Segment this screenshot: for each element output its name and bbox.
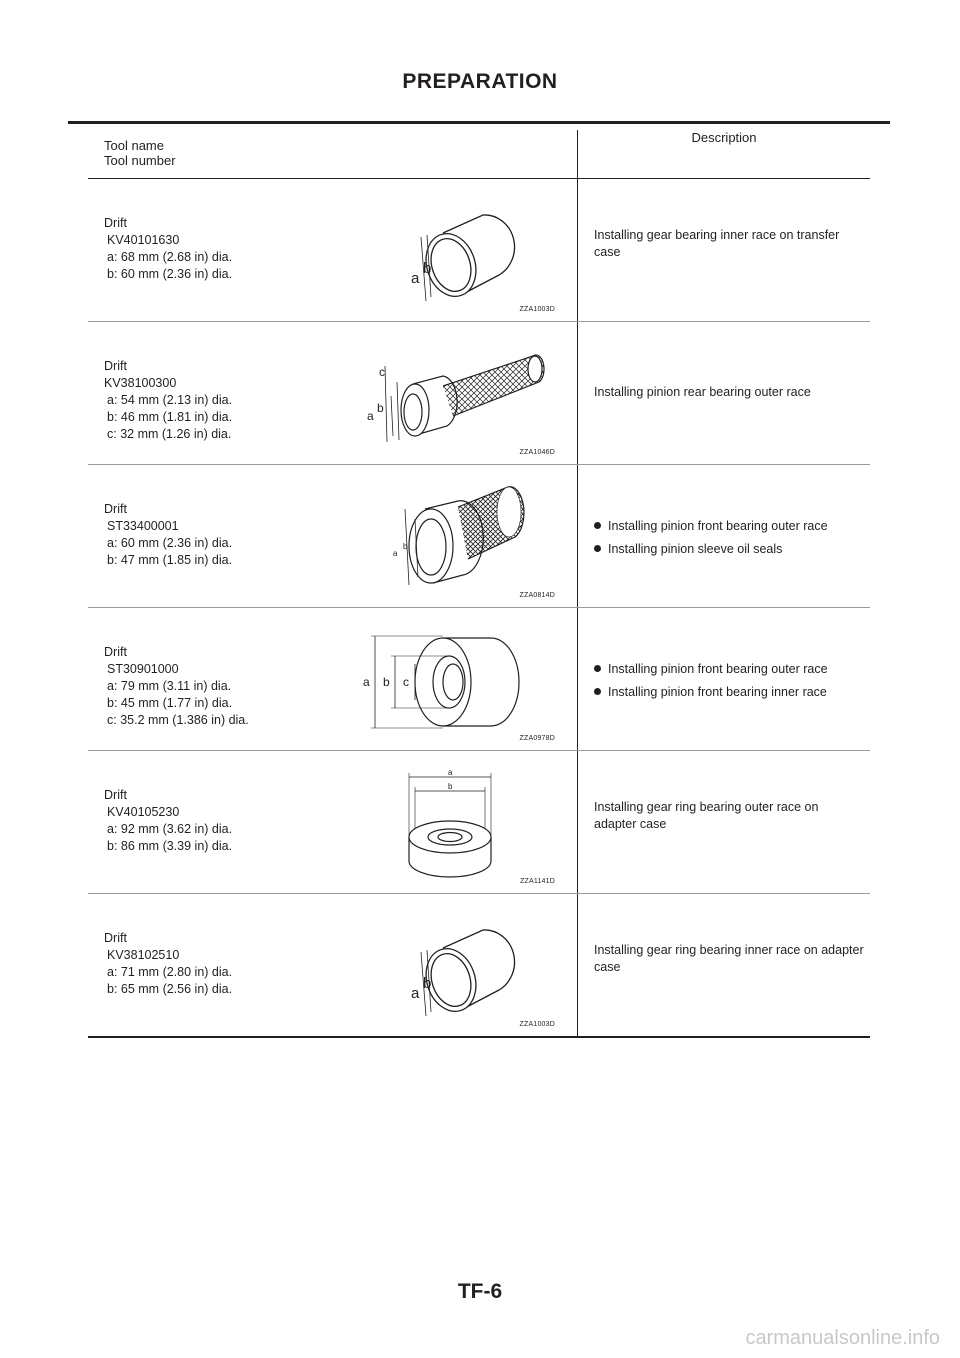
tool-name: Drift xyxy=(104,787,127,802)
dim-label-a: a xyxy=(411,269,420,287)
tool-spec: b: 86 mm (3.39 in) dia. xyxy=(107,838,233,853)
bullet-item xyxy=(594,515,828,538)
tool-number: KV38102510 xyxy=(107,947,180,962)
figure-code: ZZA1141D xyxy=(520,877,555,885)
tool-info xyxy=(104,358,232,443)
dim-label-a: a xyxy=(367,408,374,423)
tool-name: Drift xyxy=(104,358,127,373)
tool-description: Installing pinion rear bearing outer race xyxy=(594,384,811,399)
drift-illustration xyxy=(363,479,558,597)
dim-label-c: c xyxy=(379,364,385,379)
tool-cell xyxy=(88,750,578,893)
tool-number: ST30901000 xyxy=(107,661,179,676)
tool-spec: a: 71 mm (2.80 in) dia. xyxy=(107,964,233,979)
bullet-text: Installing pinion sleeve oil seals xyxy=(608,541,783,556)
bullet-icon xyxy=(594,665,601,672)
description-cell xyxy=(578,607,871,750)
tool-spec: b: 45 mm (1.77 in) dia. xyxy=(107,695,233,710)
dim-label-b: b xyxy=(423,974,432,992)
tool-info xyxy=(104,644,249,729)
bullet-item xyxy=(594,538,828,561)
page-title: PREPARATION xyxy=(402,70,558,93)
tool-cell xyxy=(88,178,578,321)
tool-spec: a: 92 mm (3.62 in) dia. xyxy=(107,821,233,836)
header-tool-number-label: Tool number xyxy=(104,153,176,168)
tool-description: Installing gear bearing inner race on transfer case xyxy=(594,227,840,259)
tool-spec: b: 65 mm (2.56 in) dia. xyxy=(107,981,233,996)
bullet-item xyxy=(594,681,828,704)
description-bullets xyxy=(594,658,828,704)
dim-label-c: c xyxy=(403,674,409,689)
tool-spec: a: 68 mm (2.68 in) dia. xyxy=(107,249,233,264)
tool-number: KV40105230 xyxy=(107,804,180,819)
tool-cell xyxy=(88,464,578,607)
bullet-text: Installing pinion front bearing inner race xyxy=(608,684,827,699)
watermark: carmanualsonline.info xyxy=(745,1327,940,1349)
drift-illustration xyxy=(363,622,558,740)
tool-spec: b: 46 mm (1.81 in) dia. xyxy=(107,409,233,424)
description-cell xyxy=(578,321,871,464)
tool-description: Installing gear ring bearing outer race on adapter case xyxy=(594,799,819,831)
dim-label-a: a xyxy=(363,674,370,689)
figure-code: ZZA0814D xyxy=(519,591,555,599)
figure-code: ZZA0978D xyxy=(519,734,555,742)
drift-illustration xyxy=(363,336,558,454)
tool-cell xyxy=(88,893,578,1037)
tool-name: Drift xyxy=(104,930,127,945)
tool-info xyxy=(104,787,232,855)
description-cell xyxy=(578,464,871,607)
table-header-row xyxy=(88,130,870,178)
drift-illustration xyxy=(363,193,558,311)
page-number: TF-6 xyxy=(457,1280,503,1303)
header-rule xyxy=(68,121,890,124)
tool-number: KV38100300 xyxy=(104,375,177,390)
figure-code: ZZA1046D xyxy=(519,448,555,456)
table-row xyxy=(88,607,870,750)
drift-illustration xyxy=(363,765,558,883)
tool-info xyxy=(104,501,232,569)
dim-label-a: a xyxy=(393,548,398,558)
table-row xyxy=(88,321,870,464)
tool-name: Drift xyxy=(104,644,127,659)
tool-name: Drift xyxy=(104,501,127,516)
drift-illustration xyxy=(363,908,558,1026)
tool-cell xyxy=(88,607,578,750)
tool-number: KV40101630 xyxy=(107,232,180,247)
description-cell xyxy=(578,750,871,893)
header-tool-name-label: Tool name xyxy=(104,138,164,153)
dim-label-b: b xyxy=(377,400,384,415)
figure-code: ZZA1003D xyxy=(519,305,555,313)
bullet-text: Installing pinion front bearing outer race xyxy=(608,661,828,676)
tool-description: Installing gear ring bearing inner race on adapter case xyxy=(594,942,864,974)
bullet-icon xyxy=(594,688,601,695)
tool-spec: a: 54 mm (2.13 in) dia. xyxy=(107,392,233,407)
figure-code: ZZA1003D xyxy=(519,1020,555,1028)
tool-cell xyxy=(88,321,578,464)
tool-spec: a: 79 mm (3.11 in) dia. xyxy=(107,678,232,693)
header-tool-name xyxy=(88,130,578,178)
tool-table xyxy=(88,130,870,1038)
bullet-icon xyxy=(594,522,601,529)
tool-info xyxy=(104,930,232,998)
description-cell xyxy=(578,893,871,1037)
tool-spec: b: 60 mm (2.36 in) dia. xyxy=(107,266,233,281)
table-row xyxy=(88,178,870,321)
tool-spec: c: 35.2 mm (1.386 in) dia. xyxy=(107,712,249,727)
dim-label-a: a xyxy=(411,984,420,1002)
table-row xyxy=(88,893,870,1037)
table-row xyxy=(88,464,870,607)
header-description: Description xyxy=(691,130,757,145)
description-bullets xyxy=(594,515,828,561)
dim-label-a: a xyxy=(448,767,453,777)
dim-label-b: b xyxy=(448,781,453,791)
bullet-item xyxy=(594,658,828,681)
tool-spec: a: 60 mm (2.36 in) dia. xyxy=(107,535,233,550)
dim-label-b: b xyxy=(423,259,432,277)
tool-info xyxy=(104,215,232,283)
table-row xyxy=(88,750,870,893)
tool-name: Drift xyxy=(104,215,127,230)
tool-spec: b: 47 mm (1.85 in) dia. xyxy=(107,552,233,567)
tool-number: ST33400001 xyxy=(107,518,179,533)
description-cell xyxy=(578,178,871,321)
bullet-text: Installing pinion front bearing outer race xyxy=(608,518,828,533)
dim-label-b: b xyxy=(403,541,408,551)
dim-label-b: b xyxy=(383,674,390,689)
bullet-icon xyxy=(594,545,601,552)
tool-spec: c: 32 mm (1.26 in) dia. xyxy=(107,426,232,441)
